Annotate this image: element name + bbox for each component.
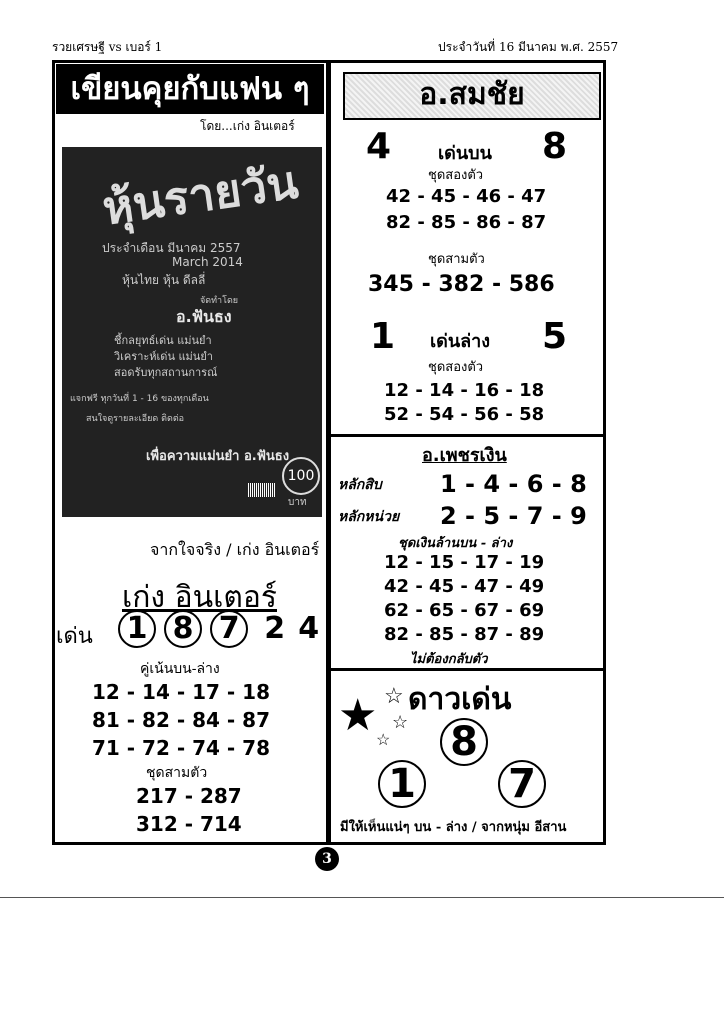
units-value: 2 - 5 - 7 - 9 [440, 502, 587, 530]
poster-info-3: เพื่อความแม่นยำ อ.ฟันธง [146, 449, 290, 464]
top-two-heading: ชุดสองตัว [428, 168, 484, 183]
star-icon-large: ★ [338, 690, 378, 741]
featured-circle-2: 8 [164, 610, 202, 648]
top-three-heading: ชุดสามตัว [428, 252, 485, 267]
poster-subtitle: ประจำเดือน มีนาคม 2557 [102, 241, 241, 255]
poster-title: หุ้นรายวัน [99, 154, 302, 236]
triple-row-1: 217 - 287 [136, 784, 242, 808]
top-left-num: 4 [366, 126, 392, 167]
star-number-1: 8 [440, 718, 488, 766]
header-left: รวยเศรษฐี vs เบอร์ 1 [52, 40, 163, 54]
star-number-2: 1 [378, 760, 426, 808]
pair-row-2: 81 - 82 - 84 - 87 [92, 708, 271, 732]
triple-row-2: 312 - 714 [136, 812, 242, 836]
featured-plain-2: 4 [298, 611, 320, 646]
featured-label: เด่น [56, 624, 93, 649]
tens-value: 1 - 4 - 6 - 8 [440, 470, 587, 498]
star-icon-small-1: ☆ [384, 684, 404, 709]
poster-price: 100 [282, 457, 320, 495]
top-three-row: 345 - 382 - 586 [368, 272, 555, 297]
poster-bullet-1: ชี้กลยุทธ์เด่น แม่นยำ [114, 334, 212, 347]
star-number-3: 7 [498, 760, 546, 808]
star-icon-small-2: ☆ [392, 712, 409, 733]
poster-info-1: แจกฟรี ทุกวันที่ 1 - 16 ของทุกเดือน [70, 394, 209, 404]
section2-sub-heading: ชุดเงินล้านบน - ล่าง [398, 536, 513, 551]
column-divider [326, 62, 331, 843]
header-right: ประจำวันที่ 16 มีนาคม พ.ศ. 2557 [438, 40, 619, 54]
name-heading: เก่ง อินเตอร์ [122, 580, 277, 615]
poster-price-unit: บาท [288, 497, 307, 508]
section3-title: ดาวเด่น [408, 682, 512, 717]
bottom-two-row-1: 12 - 14 - 16 - 18 [384, 380, 545, 401]
section2-row-3: 62 - 65 - 67 - 69 [384, 600, 545, 621]
poster-info-2: สนใจดูรายละเอียด ติดต่อ [86, 414, 185, 424]
top-label: เด่นบน [438, 143, 492, 164]
featured-numbers [118, 610, 319, 648]
poster-subtitle-en: March 2014 [172, 255, 243, 269]
triple-heading: ชุดสามตัว [146, 765, 208, 781]
tens-label: หลักสิบ [338, 477, 382, 493]
section2-row-1: 12 - 15 - 17 - 19 [384, 552, 545, 573]
pair-heading: คู่เน้นบน-ล่าง [140, 661, 220, 677]
left-caption: จากใจจริง / เก่ง อินเตอร์ [150, 540, 320, 559]
poster-author: อ.ฟันธง [176, 307, 232, 326]
bottom-two-row-2: 52 - 54 - 56 - 58 [384, 404, 545, 425]
page-bottom-rule [0, 897, 724, 898]
section2-note: ไม่ต้องกลับตัว [410, 652, 488, 667]
top-two-row-2: 82 - 85 - 86 - 87 [386, 212, 547, 233]
top-two-row-1: 42 - 45 - 46 - 47 [386, 186, 547, 207]
poster-image [62, 147, 322, 517]
units-label: หลักหน่วย [338, 509, 400, 525]
pair-row-3: 71 - 72 - 74 - 78 [92, 736, 271, 760]
barcode-icon [248, 483, 276, 497]
poster-line3: หุ้นไทย หุ้น ดีลลี่ [122, 273, 206, 287]
featured-circle-1: 1 [118, 610, 156, 648]
section-divider-2 [329, 668, 605, 671]
byline: โดย...เก่ง อินเตอร์ [200, 119, 295, 133]
section2-row-4: 82 - 85 - 87 - 89 [384, 624, 545, 645]
star-icon-small-3: ☆ [376, 730, 391, 749]
left-banner-title: เขียนคุยกับแฟน ๆ [56, 64, 324, 114]
section2-row-2: 42 - 45 - 47 - 49 [384, 576, 545, 597]
pair-row-1: 12 - 14 - 17 - 18 [92, 680, 271, 704]
bottom-label: เด่นล่าง [430, 331, 491, 352]
featured-plain-1: 2 [264, 611, 286, 646]
poster-bullet-2: วิเคราะห์เด่น แม่นยำ [114, 350, 213, 363]
bottom-left-num: 1 [370, 316, 396, 357]
bottom-two-heading: ชุดสองตัว [428, 360, 484, 375]
top-right-num: 8 [542, 126, 568, 167]
poster-bullet-3: สอดรับทุกสถานการณ์ [114, 366, 218, 379]
section3-footer: มีให้เห็นแน่ๆ บน - ล่าง / จากหนุ่ม อีสาน [340, 820, 567, 835]
section-divider-1 [329, 434, 605, 437]
section2-title: อ.เพชรเงิน [422, 445, 507, 466]
poster-author-label: จัดทำโดย [200, 296, 239, 306]
page-number: 3 [315, 847, 339, 871]
bottom-right-num: 5 [542, 316, 568, 357]
right-title: อ.สมชัย [343, 72, 601, 120]
featured-circle-3: 7 [210, 610, 248, 648]
